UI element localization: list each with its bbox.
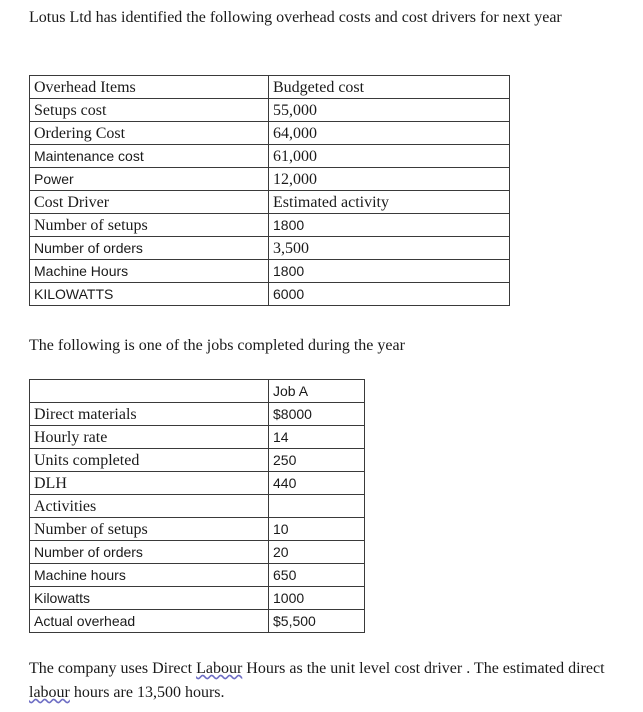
table-cell: Job A — [269, 380, 365, 403]
table-cell: 20 — [269, 541, 365, 564]
table-cell: Setups cost — [30, 99, 269, 122]
table-cell — [30, 380, 269, 403]
table-cell: Ordering Cost — [30, 122, 269, 145]
table-cell: Estimated activity — [269, 191, 510, 214]
table-cell: Number of setups — [30, 518, 269, 541]
table-cell: 1800 — [269, 214, 510, 237]
table-cell: Actual overhead — [30, 610, 269, 633]
table-cell: 1000 — [269, 587, 365, 610]
table-cell: 14 — [269, 426, 365, 449]
table-row — [30, 403, 365, 426]
table-cell: Number of setups — [30, 214, 269, 237]
table-row — [30, 449, 365, 472]
jobs-intro-paragraph: The following is one of the jobs completed during the year — [29, 337, 405, 354]
table-cell: Overhead Items — [30, 76, 269, 99]
table-cell: 61,000 — [269, 145, 510, 168]
table-row — [30, 168, 510, 191]
table-row — [30, 587, 365, 610]
table-row — [30, 99, 510, 122]
table-cell: Maintenance cost — [30, 145, 269, 168]
table-cell: Cost Driver — [30, 191, 269, 214]
spellcheck-word: Labour — [196, 660, 243, 677]
table-row — [30, 214, 510, 237]
table-cell: DLH — [30, 472, 269, 495]
spellcheck-word: labour — [29, 684, 70, 701]
table-cell: Machine Hours — [30, 260, 269, 283]
closing-text: hours are 13,500 hours. — [69, 684, 225, 701]
table-cell: Number of orders — [30, 541, 269, 564]
table-cell: 440 — [269, 472, 365, 495]
table-cell: 3,500 — [269, 237, 510, 260]
table-row — [30, 610, 365, 633]
table-cell: Activities — [30, 495, 269, 518]
closing-text: The company uses Direct — [29, 660, 197, 677]
table-row — [30, 472, 365, 495]
table-row — [30, 518, 365, 541]
table-cell: $8000 — [269, 403, 365, 426]
table-cell: Power — [30, 168, 269, 191]
table-row — [30, 495, 365, 518]
table-row — [30, 283, 510, 306]
table-row — [30, 122, 510, 145]
table-cell: KILOWATTS — [30, 283, 269, 306]
table-row — [30, 237, 510, 260]
table-cell: 10 — [269, 518, 365, 541]
table-cell: $5,500 — [269, 610, 365, 633]
table-cell: Number of orders — [30, 237, 269, 260]
table-cell: 250 — [269, 449, 365, 472]
closing-paragraph — [29, 657, 619, 705]
table-cell: Units completed — [30, 449, 269, 472]
table-cell: 55,000 — [269, 99, 510, 122]
table-row — [30, 380, 365, 403]
overhead-cost-table — [29, 75, 510, 306]
table-cell: Direct materials — [30, 403, 269, 426]
table-row — [30, 260, 510, 283]
job-a-table — [29, 379, 365, 633]
table-cell: 64,000 — [269, 122, 510, 145]
table-cell — [269, 495, 365, 518]
table-cell: Budgeted cost — [269, 76, 510, 99]
table-row — [30, 564, 365, 587]
table-row — [30, 76, 510, 99]
table-cell: Machine hours — [30, 564, 269, 587]
table-row — [30, 426, 365, 449]
table-row — [30, 191, 510, 214]
table-cell: 12,000 — [269, 168, 510, 191]
table-cell: 6000 — [269, 283, 510, 306]
intro-paragraph: Lotus Ltd has identified the following overhead costs and cost drivers for next year — [29, 9, 562, 26]
table-cell: 650 — [269, 564, 365, 587]
table-row — [30, 541, 365, 564]
table-cell: Kilowatts — [30, 587, 269, 610]
table-cell: Hourly rate — [30, 426, 269, 449]
closing-text: Hours as the unit level cost driver . The estimated direct — [242, 660, 605, 677]
table-cell: 1800 — [269, 260, 510, 283]
table-row — [30, 145, 510, 168]
